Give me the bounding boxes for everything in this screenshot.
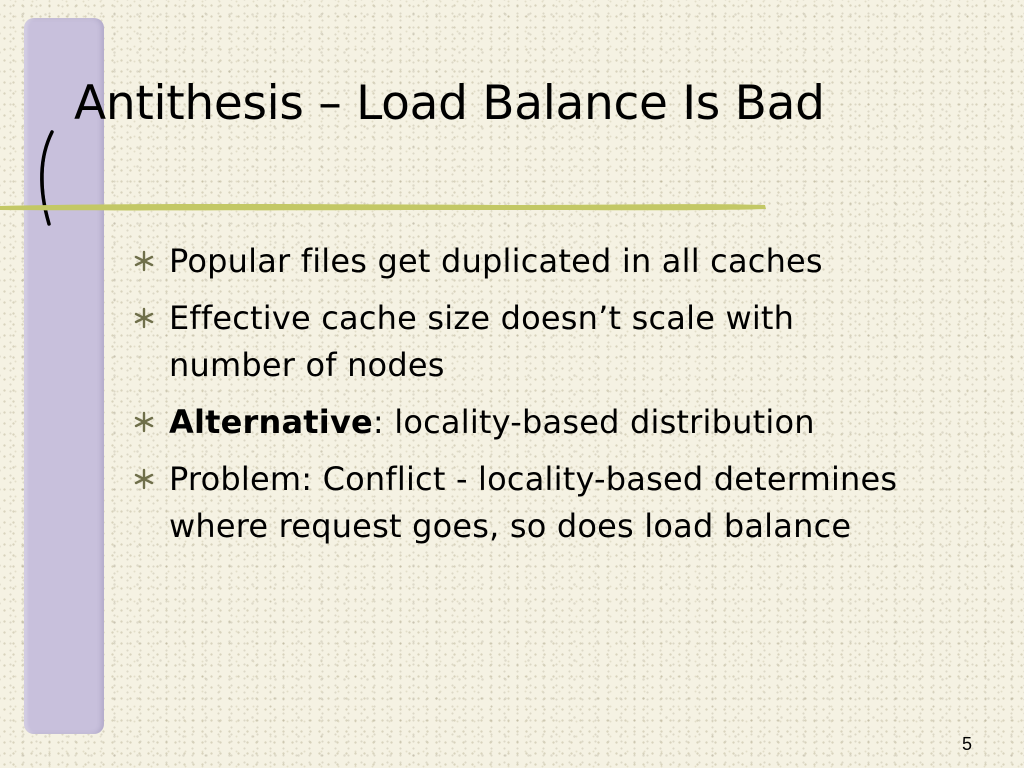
asterisk-bullet-icon bbox=[132, 306, 156, 330]
asterisk-bullet-icon bbox=[132, 249, 156, 273]
slide-title: Antithesis – Load Balance Is Bad bbox=[74, 76, 825, 131]
bullet-item bbox=[130, 295, 930, 389]
bullet-bold-term: Alternative bbox=[169, 403, 373, 441]
bullet-text: : locality-based distribution bbox=[372, 403, 815, 441]
bullet-list bbox=[130, 238, 930, 560]
page-number: 5 bbox=[962, 734, 973, 754]
bullet-text: Popular files get duplicated in all caches bbox=[169, 242, 823, 280]
asterisk-bullet-icon bbox=[132, 410, 156, 434]
title-underline-rule bbox=[0, 197, 770, 215]
bullet-item bbox=[130, 456, 930, 550]
bullet-item bbox=[130, 238, 930, 285]
asterisk-bullet-icon bbox=[132, 467, 156, 491]
bullet-text: Effective cache size doesn’t scale with number of nodes bbox=[169, 299, 795, 384]
bullet-item bbox=[130, 399, 930, 446]
bullet-text: Problem: Conflict - locality-based determines where request goes, so does load balance bbox=[169, 460, 898, 545]
